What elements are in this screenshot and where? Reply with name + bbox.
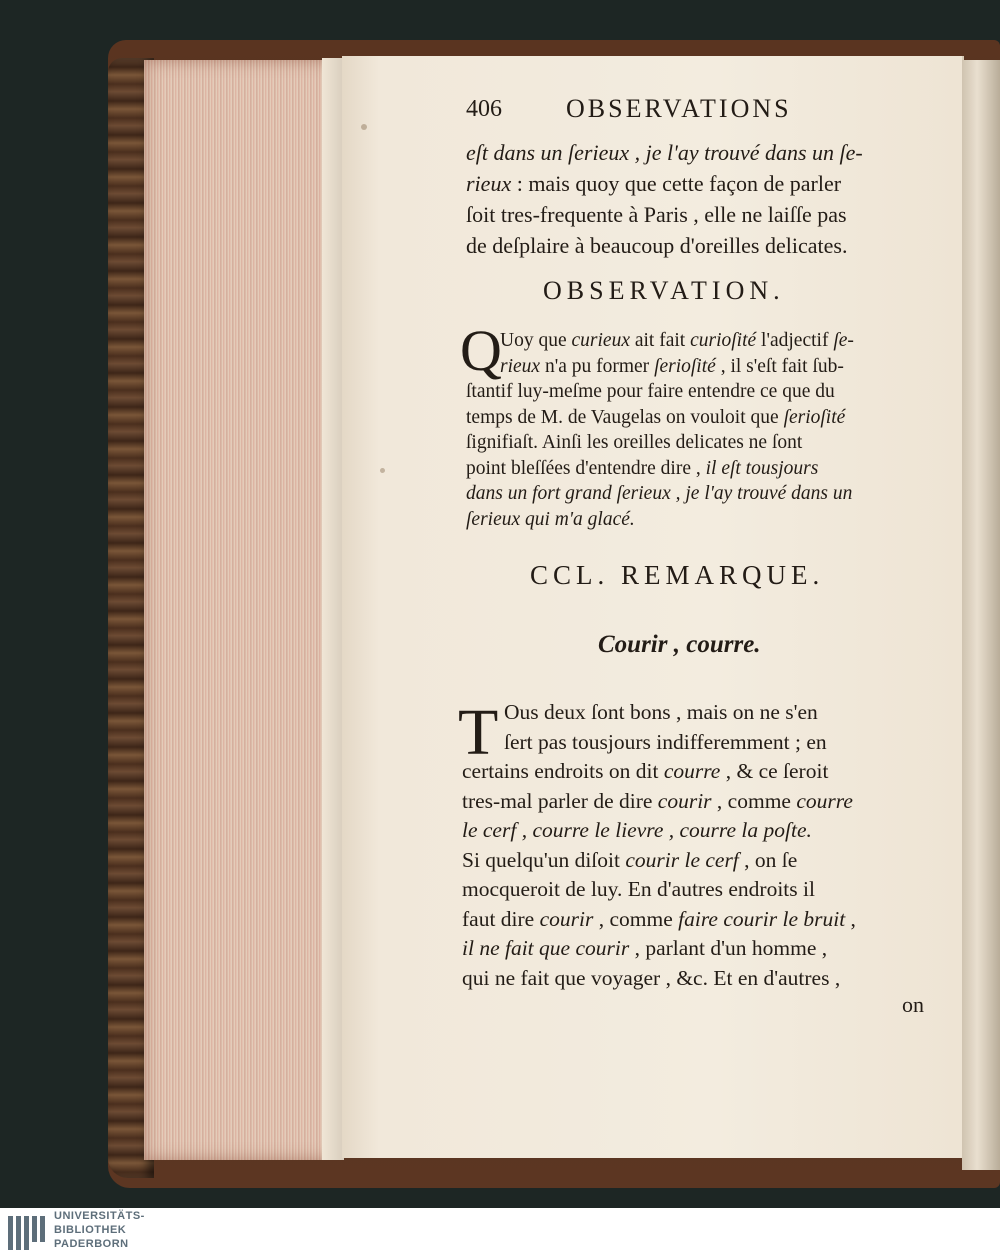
italic-text: eſt dans un ſerieux , je l'ay trouvé dans un ſe- [466,140,863,165]
text-line [466,381,835,403]
roman-text: : mais quoy que cette façon de parler [511,171,842,196]
text-line [466,407,845,429]
italic-text: rieux [466,171,512,196]
library-footer [0,1208,1000,1258]
italic-text: courir [657,788,712,813]
text-line [462,936,827,961]
roman-text: ſignifiaſt. Ainſi les oreilles delicates ne ſont [466,432,803,453]
text-line [462,759,828,784]
page-number: 406 [466,96,502,122]
roman-text: Uoy que [500,330,572,351]
roman-text: , on ſe [738,847,798,872]
text-line [462,877,815,902]
roman-text: , [845,906,856,931]
roman-text: ſert pas tousjours indifferemment ; en [504,729,827,754]
observation-heading: OBSERVATION. [543,276,785,305]
italic-text: courir le cerf [625,847,739,872]
italic-text: ſerioſité [654,355,716,377]
text-line [466,432,802,454]
text-line [462,966,840,991]
text-line [504,730,827,755]
text-line [500,356,844,378]
italic-text: courir [539,906,594,931]
roman-text: Ous deux ſont bons , mais on ne s'en [504,700,818,724]
italic-text: courre [796,788,853,813]
italic-text: rieux [500,355,541,377]
catchword: on [902,992,924,1017]
page-block-edges [144,60,334,1160]
text-line [466,458,818,480]
roman-text: , parlant d'un homme , [629,936,828,960]
library-logo-icon [6,1212,48,1254]
logo-line-2: BIBLIOTHEK [54,1224,127,1236]
roman-text: de deſplaire à beaucoup d'oreilles delicates. [466,233,848,258]
roman-text: mocqueroit de luy. En d'autres endroits il [462,877,815,901]
italic-text: curioſité [690,330,757,351]
text-line [462,907,856,932]
italic-text: ſe- [833,330,854,351]
remarque-heading: CCL. REMARQUE. [530,560,825,590]
roman-text: , il s'eſt fait ſub- [715,355,844,377]
italic-text: ſerioſité [783,406,846,428]
roman-text: temps de M. de Vaugelas on vouloit que [466,406,784,428]
roman-text: n'a pu former [540,355,655,377]
text-line [504,700,818,725]
logo-line-3: PADERBORN [54,1238,129,1250]
text-line [466,202,847,228]
facing-page-edge [962,60,1000,1170]
text-line [500,330,854,352]
page-gutter [322,58,344,1160]
italic-text: courre [663,759,721,783]
roman-text: ſoit tres-frequente à Paris , elle ne laiſſe pas [466,202,847,227]
italic-text: ſerieux qui m'a glacé. [466,508,635,530]
roman-text: point bleſſées d'entendre dire , [466,457,706,479]
italic-text: le cerf , courre le lievre , courre la poſte. [462,818,812,842]
logo-line-1: UNIVERSITÄTS- [54,1210,145,1222]
text-line [466,483,852,505]
roman-text: l'adjectif [756,330,834,351]
roman-text: ait fait [629,330,691,351]
roman-text: , & ce ſeroit [720,759,829,783]
text-line [466,140,863,166]
roman-text: ſtantif luy-meſme pour faire entendre ce que du [466,381,835,402]
ink-spot [380,468,385,473]
italic-text: curieux [571,330,630,351]
text-line [462,789,853,814]
observation-dropcap: Q [460,318,502,383]
italic-text: il eſt tousjours [705,457,819,479]
roman-text: Si quelqu'un diſoit [462,847,626,872]
text-line [466,233,847,259]
roman-text: qui ne fait que voyager , &c. Et en d'autres , [462,965,841,990]
text-line [466,171,841,197]
ink-spot [361,124,367,130]
text-line [462,848,797,873]
running-title: OBSERVATIONS [566,94,792,123]
italic-text: il ne fait que courir [462,936,630,960]
remarque-dropcap: T [458,696,499,769]
roman-text: certains endroits on dit [462,759,664,783]
roman-text: faut dire [462,906,540,931]
roman-text: , comme [711,788,797,813]
text-line [466,509,635,531]
remarque-subtitle: Courir , courre. [598,631,761,658]
roman-text: , comme [593,906,679,931]
italic-text: faire courir le bruit [678,906,846,931]
italic-text: dans un fort grand ſerieux , je l'ay trouvé dans un [466,483,853,504]
text-line [462,818,812,843]
roman-text: tres-mal parler de dire [462,788,658,813]
